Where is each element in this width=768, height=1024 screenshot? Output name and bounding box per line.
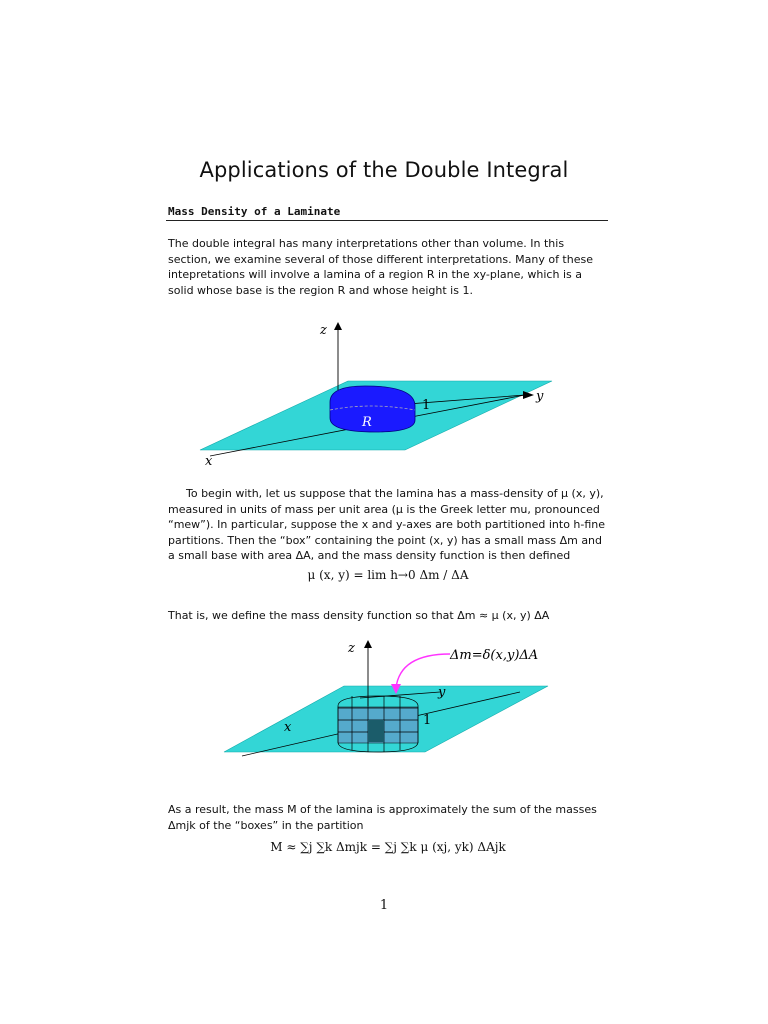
z-arrowhead — [334, 322, 342, 330]
z-arrowhead — [364, 640, 372, 648]
intro-paragraph: The double integral has many interpretations other than volume. In this section, we examine several of those different interpretations. Many of these intepretations will involve a lamina of a region R in the xy-plane, which is a solid whose base is the region R and whose height is 1. — [168, 237, 593, 297]
z-axis-label: z — [320, 323, 327, 338]
y-axis-label: y — [438, 685, 446, 700]
density-definition-equation: μ (x, y) = lim h→0 Δm / ΔA — [307, 568, 469, 582]
callout-label: Δm=δ(x,y)ΔA — [450, 648, 539, 663]
height-label: 1 — [422, 398, 431, 413]
region-label: R — [362, 415, 372, 430]
x-axis-label: x — [284, 720, 292, 735]
y-axis-label: y — [536, 389, 544, 404]
section-heading: Mass Density of a Laminate — [168, 205, 341, 218]
mass-sum-paragraph: As a result, the mass M of the lamina is approximately the sum of the masses Δmjk of the “boxes” in the partition — [168, 803, 597, 832]
page-number: 1 — [379, 898, 389, 913]
section-divider — [166, 220, 608, 221]
lamina-region — [330, 386, 415, 432]
document-title: Applications of the Double Integral — [199, 158, 569, 182]
z-axis-label: z — [348, 641, 355, 656]
callout-arrow — [396, 654, 450, 688]
partition-figure — [220, 636, 560, 762]
mass-density-paragraph: To begin with, let us suppose that the lamina has a mass-density of μ (x, y), measured in units of mass per unit area (μ is the Greek letter mu, pronounced “mew”). In particular, suppose the x and y-axes are both partitioned into h-fine partitions. Then the “box” containing the point (x, y) has a small mass Δm and a small base with area ΔA, and the mass density function is then defined — [168, 487, 606, 563]
density-approximation-paragraph: That is, we define the mass density function so that Δm ≈ μ (x, y) ΔA — [168, 609, 550, 622]
mass-riemann-sum-equation: M ≈ ∑j ∑k Δmjk = ∑j ∑k μ (xj, yk) ΔAjk — [270, 840, 506, 854]
height-label: 1 — [423, 713, 432, 728]
lamina-figure — [190, 318, 570, 470]
x-axis-label: x — [205, 454, 213, 469]
highlighted-box — [368, 720, 384, 742]
